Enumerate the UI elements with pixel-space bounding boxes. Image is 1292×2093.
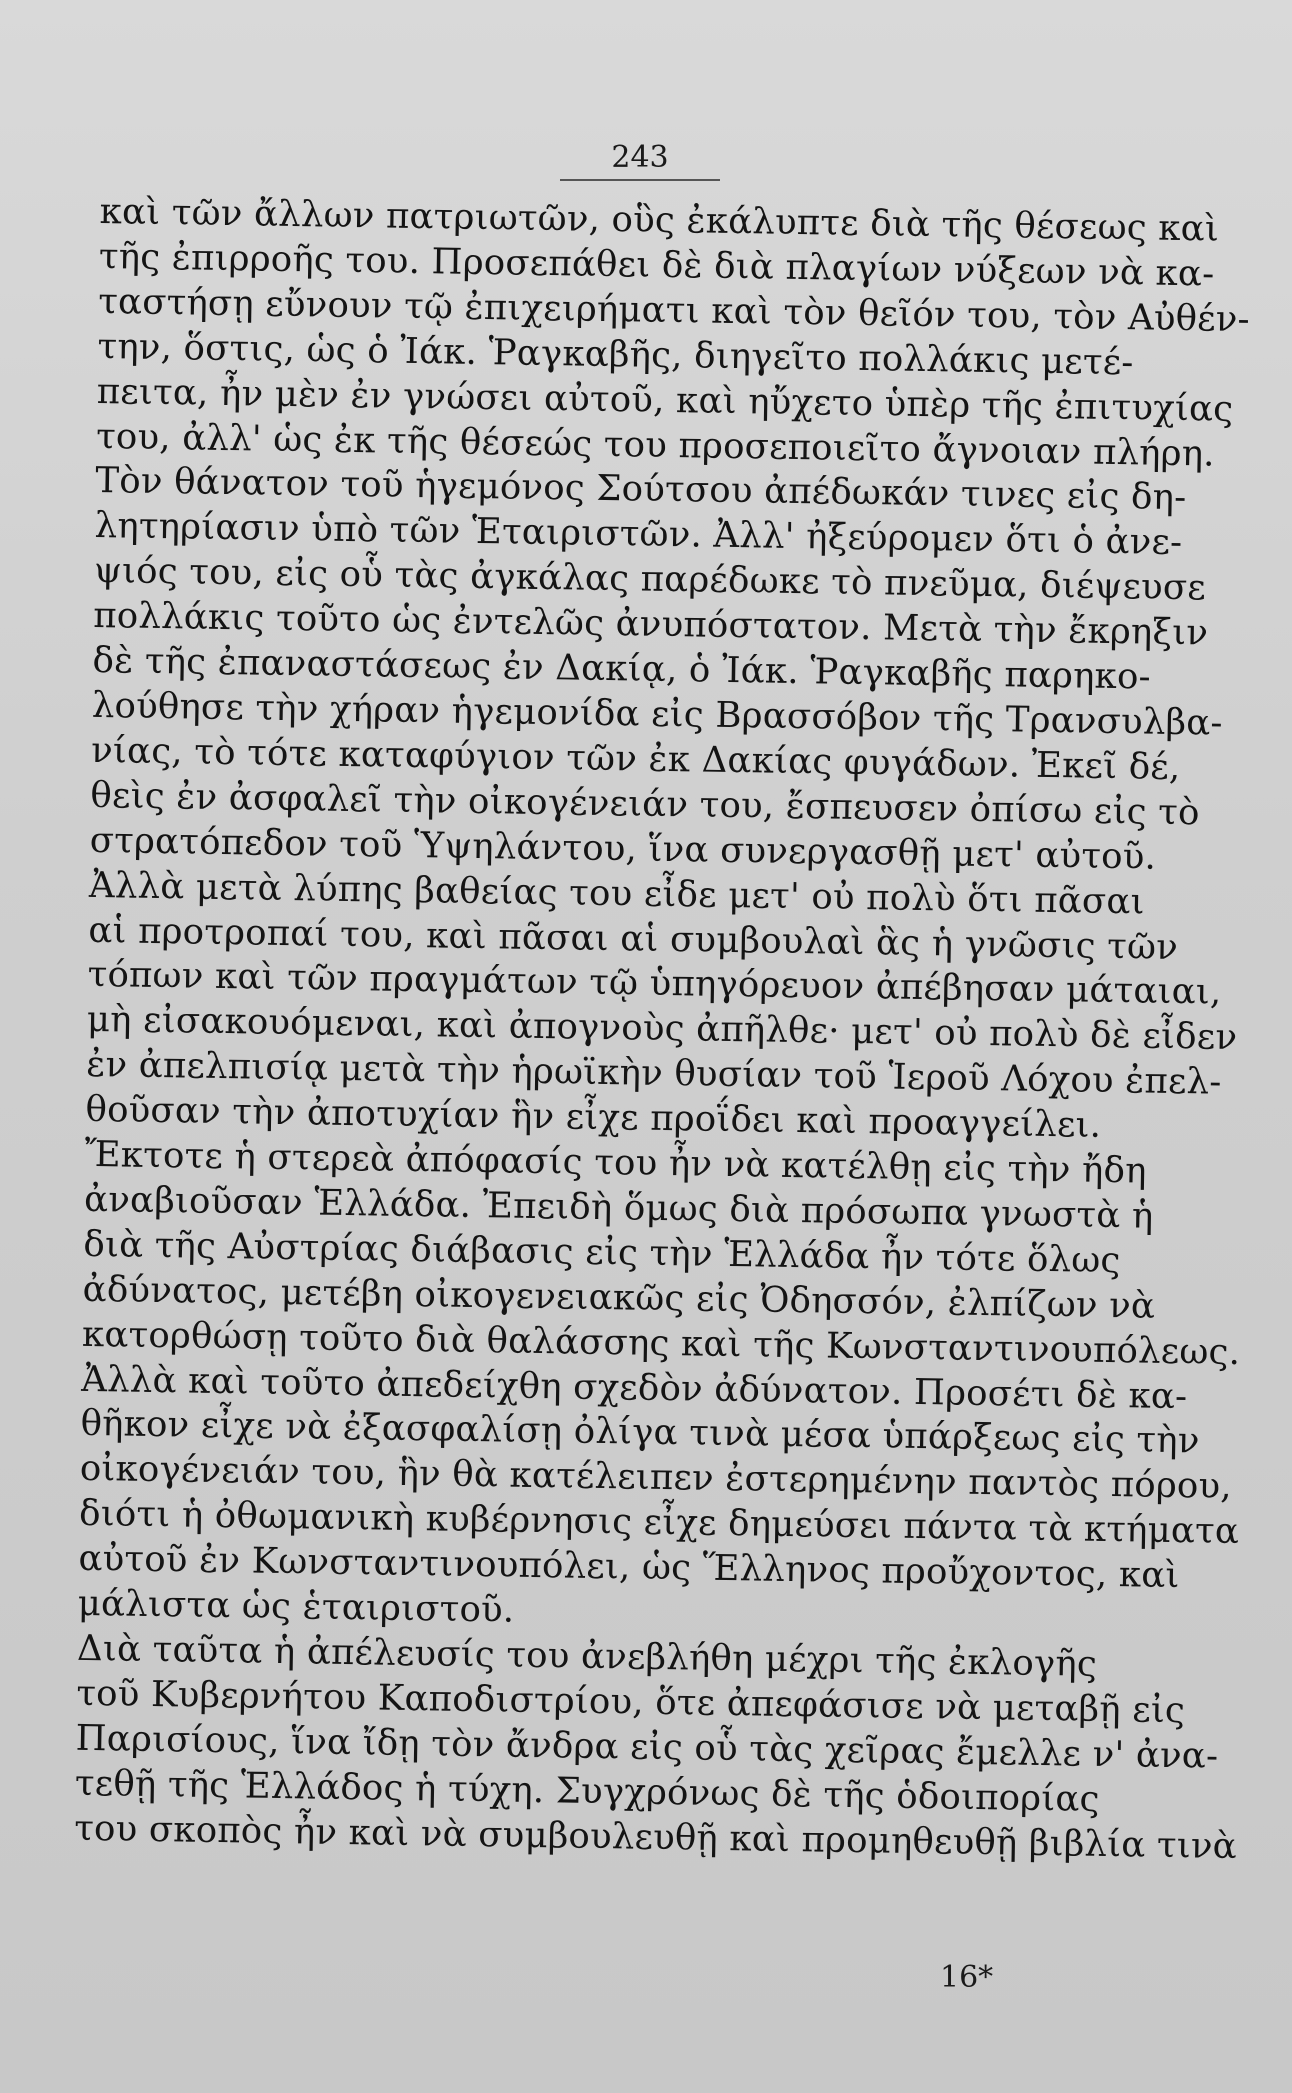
text-line: τόπων καὶ τῶν πραγμάτων τῷ ὑπηγόρευον ἀπέβησαν μάταιαι, [87, 954, 1222, 1014]
text-line: μάλιστα ὡς ἑταιριστοῦ. [77, 1582, 515, 1631]
text-line: νίας, τὸ τότε καταφύγιον τῶν ἐκ Δακίας φυγάδων. Ἐκεῖ δέ, [90, 729, 1181, 788]
text-line: κατορθώσῃ τοῦτο διὰ θαλάσσης καὶ τῆς Κωνσταντινουπόλεως. [81, 1313, 1241, 1373]
page-number: 243 [560, 140, 720, 181]
text-line: δὲ τῆς ἐπαναστάσεως ἐν Δακίᾳ, ὁ Ἰάκ. Ῥαγκαβῆς παρηκο- [92, 640, 1152, 698]
text-line: λητηρίασιν ὑπὸ τῶν Ἑταιριστῶν. Ἀλλ' ἠξεύρομεν ὅτι ὁ ἀνε- [94, 505, 1183, 564]
text-line: του σκοπὸς ἦν καὶ νὰ συμβουλευθῇ καὶ προμηθευθῇ βιβλία τινὰ [73, 1807, 1238, 1867]
text-line: την, ὅστις, ὡς ὁ Ἰάκ. Ῥαγκαβῆς, διηγεῖτο πολλάκις μετέ- [97, 325, 1134, 383]
text-line: οἰκογένειάν του, ἣν θὰ κατέλειπεν ἐστερημένην παντὸς πόρου, [79, 1448, 1233, 1508]
text-line: Ἔκτοτε ἡ στερεὰ ἀπόφασίς του ἦν νὰ κατέλθῃ εἰς τὴν ἤδη [84, 1133, 1147, 1192]
text-line: καὶ τῶν ἄλλων πατριωτῶν, οὓς ἐκάλυπτε διὰ τῆς θέσεως καὶ [99, 190, 1220, 250]
text-line: μὴ εἰσακουόμεναι, καὶ ἀπογνοὺς ἀπῆλθε· μετ' οὐ πολὺ δὲ εἶδεν [86, 999, 1238, 1059]
text-line: ἐν ἀπελπισίᾳ μετὰ τὴν ἡρωϊκὴν θυσίαν τοῦ Ἱεροῦ Λόχου ἐπελ- [85, 1044, 1222, 1103]
text-line: ταστήσῃ εὔνουν τῷ ἐπιχειρήματι καὶ τὸν θεῖόν του, τὸν Αὐθέν- [97, 280, 1251, 340]
text-line: αὐτοῦ ἐν Κωνσταντινουπόλει, ὡς Ἕλληνος προὔχοντος, καὶ [78, 1538, 1180, 1597]
text-line: θῆκον εἶχε νὰ ἐξασφαλίσῃ ὀλίγα τινὰ μέσα ὑπάρξεως εἰς τὴν [80, 1403, 1200, 1462]
text-line: Τὸν θάνατον τοῦ ἡγεμόνος Σούτσου ἀπέδωκάν τινες εἰς δη- [95, 460, 1187, 519]
text-line: ψιός του, εἰς οὗ τὰς ἀγκάλας παρέδωκε τὸ πνεῦμα, διέψευσε [93, 550, 1207, 609]
text-line: λούθησε τὴν χήραν ἡγεμονίδα εἰς Βρασσόβον τῆς Τρανσυλβα- [91, 684, 1223, 744]
text-line: Ἀλλὰ καὶ τοῦτο ἀπεδείχθη σχεδὸν ἀδύνατον. Προσέτι δὲ κα- [81, 1358, 1188, 1417]
text-line: πειτα, ἦν μὲν ἐν γνώσει αὐτοῦ, καὶ ηὔχετο ὑπὲρ τῆς ἐπιτυχίας [96, 370, 1234, 430]
text-line: Ἀλλὰ μετὰ λύπης βαθείας του εἶδε μετ' οὐ πολὺ ὅτι πᾶσαι [88, 864, 1146, 923]
text-line: τεθῇ τῆς Ἑλλάδος ἡ τύχη. Συγχρόνως δὲ τῆς ὁδοιπορίας [74, 1762, 1100, 1820]
text-line: θοῦσαν τὴν ἀποτυχίαν ἣν εἶχε προΐδει καὶ προαγγείλει. [85, 1089, 1102, 1146]
text-line: τῆς ἐπιρροῆς του. Προσεπάθει δὲ διὰ πλαγίων νύξεων νὰ κα- [98, 235, 1215, 295]
text-line: ἀναβιοῦσαν Ἑλλάδα. Ἐπειδὴ ὅμως διὰ πρόσωπα γνωστὰ ἡ [83, 1178, 1154, 1237]
text-line: αἱ προτροπαί του, καὶ πᾶσαι αἱ συμβουλαὶ ἃς ἡ γνῶσις τῶν [88, 909, 1179, 968]
text-line: Παρισίους, ἵνα ἴδῃ τὸν ἄνδρα εἰς οὗ τὰς χεῖρας ἔμελλε ν' ἀνα- [75, 1717, 1219, 1777]
text-line: τοῦ Κυβερνήτου Καποδιστρίου, ὅτε ἀπεφάσισε νὰ μεταβῇ εἰς [76, 1672, 1186, 1732]
text-line: πολλάκις τοῦτο ὡς ἐντελῶς ἀνυπόστατον. Μετὰ τὴν ἔκρηξιν [92, 595, 1209, 654]
text-line: διότι ἡ ὀθωμανικὴ κυβέρνησις εἶχε δημεύσει πάντα τὰ κτήματα [78, 1493, 1240, 1553]
text-line: Διὰ ταῦτα ἡ ἀπέλευσίς του ἀνεβλήθη μέχρι τῆς ἐκλογῆς [76, 1627, 1098, 1685]
text-line: ἀδύνατος, μετέβη οἰκογενειακῶς εἰς Ὀδησσόν, ἐλπίζων νὰ [82, 1268, 1156, 1327]
signature-mark: 16* [940, 1960, 994, 1995]
text-line: στρατόπεδον τοῦ Ὑψηλάντου, ἵνα συνεργασθῇ μετ' αὐτοῦ. [89, 819, 1157, 878]
text-line: θεὶς ἐν ἀσφαλεῖ τὴν οἰκογένειάν του, ἔσπευσεν ὀπίσω εἰς τὸ [90, 774, 1200, 834]
text-line: του, ἀλλ' ὡς ἐκ τῆς θέσεώς του προσεποιεῖτο ἄγνοιαν πλήρη. [95, 415, 1216, 475]
body-text [73, 190, 1251, 1868]
text-line: διὰ τῆς Αὐστρίας διάβασις εἰς τὴν Ἑλλάδα ἦν τότε ὅλως [83, 1223, 1121, 1282]
